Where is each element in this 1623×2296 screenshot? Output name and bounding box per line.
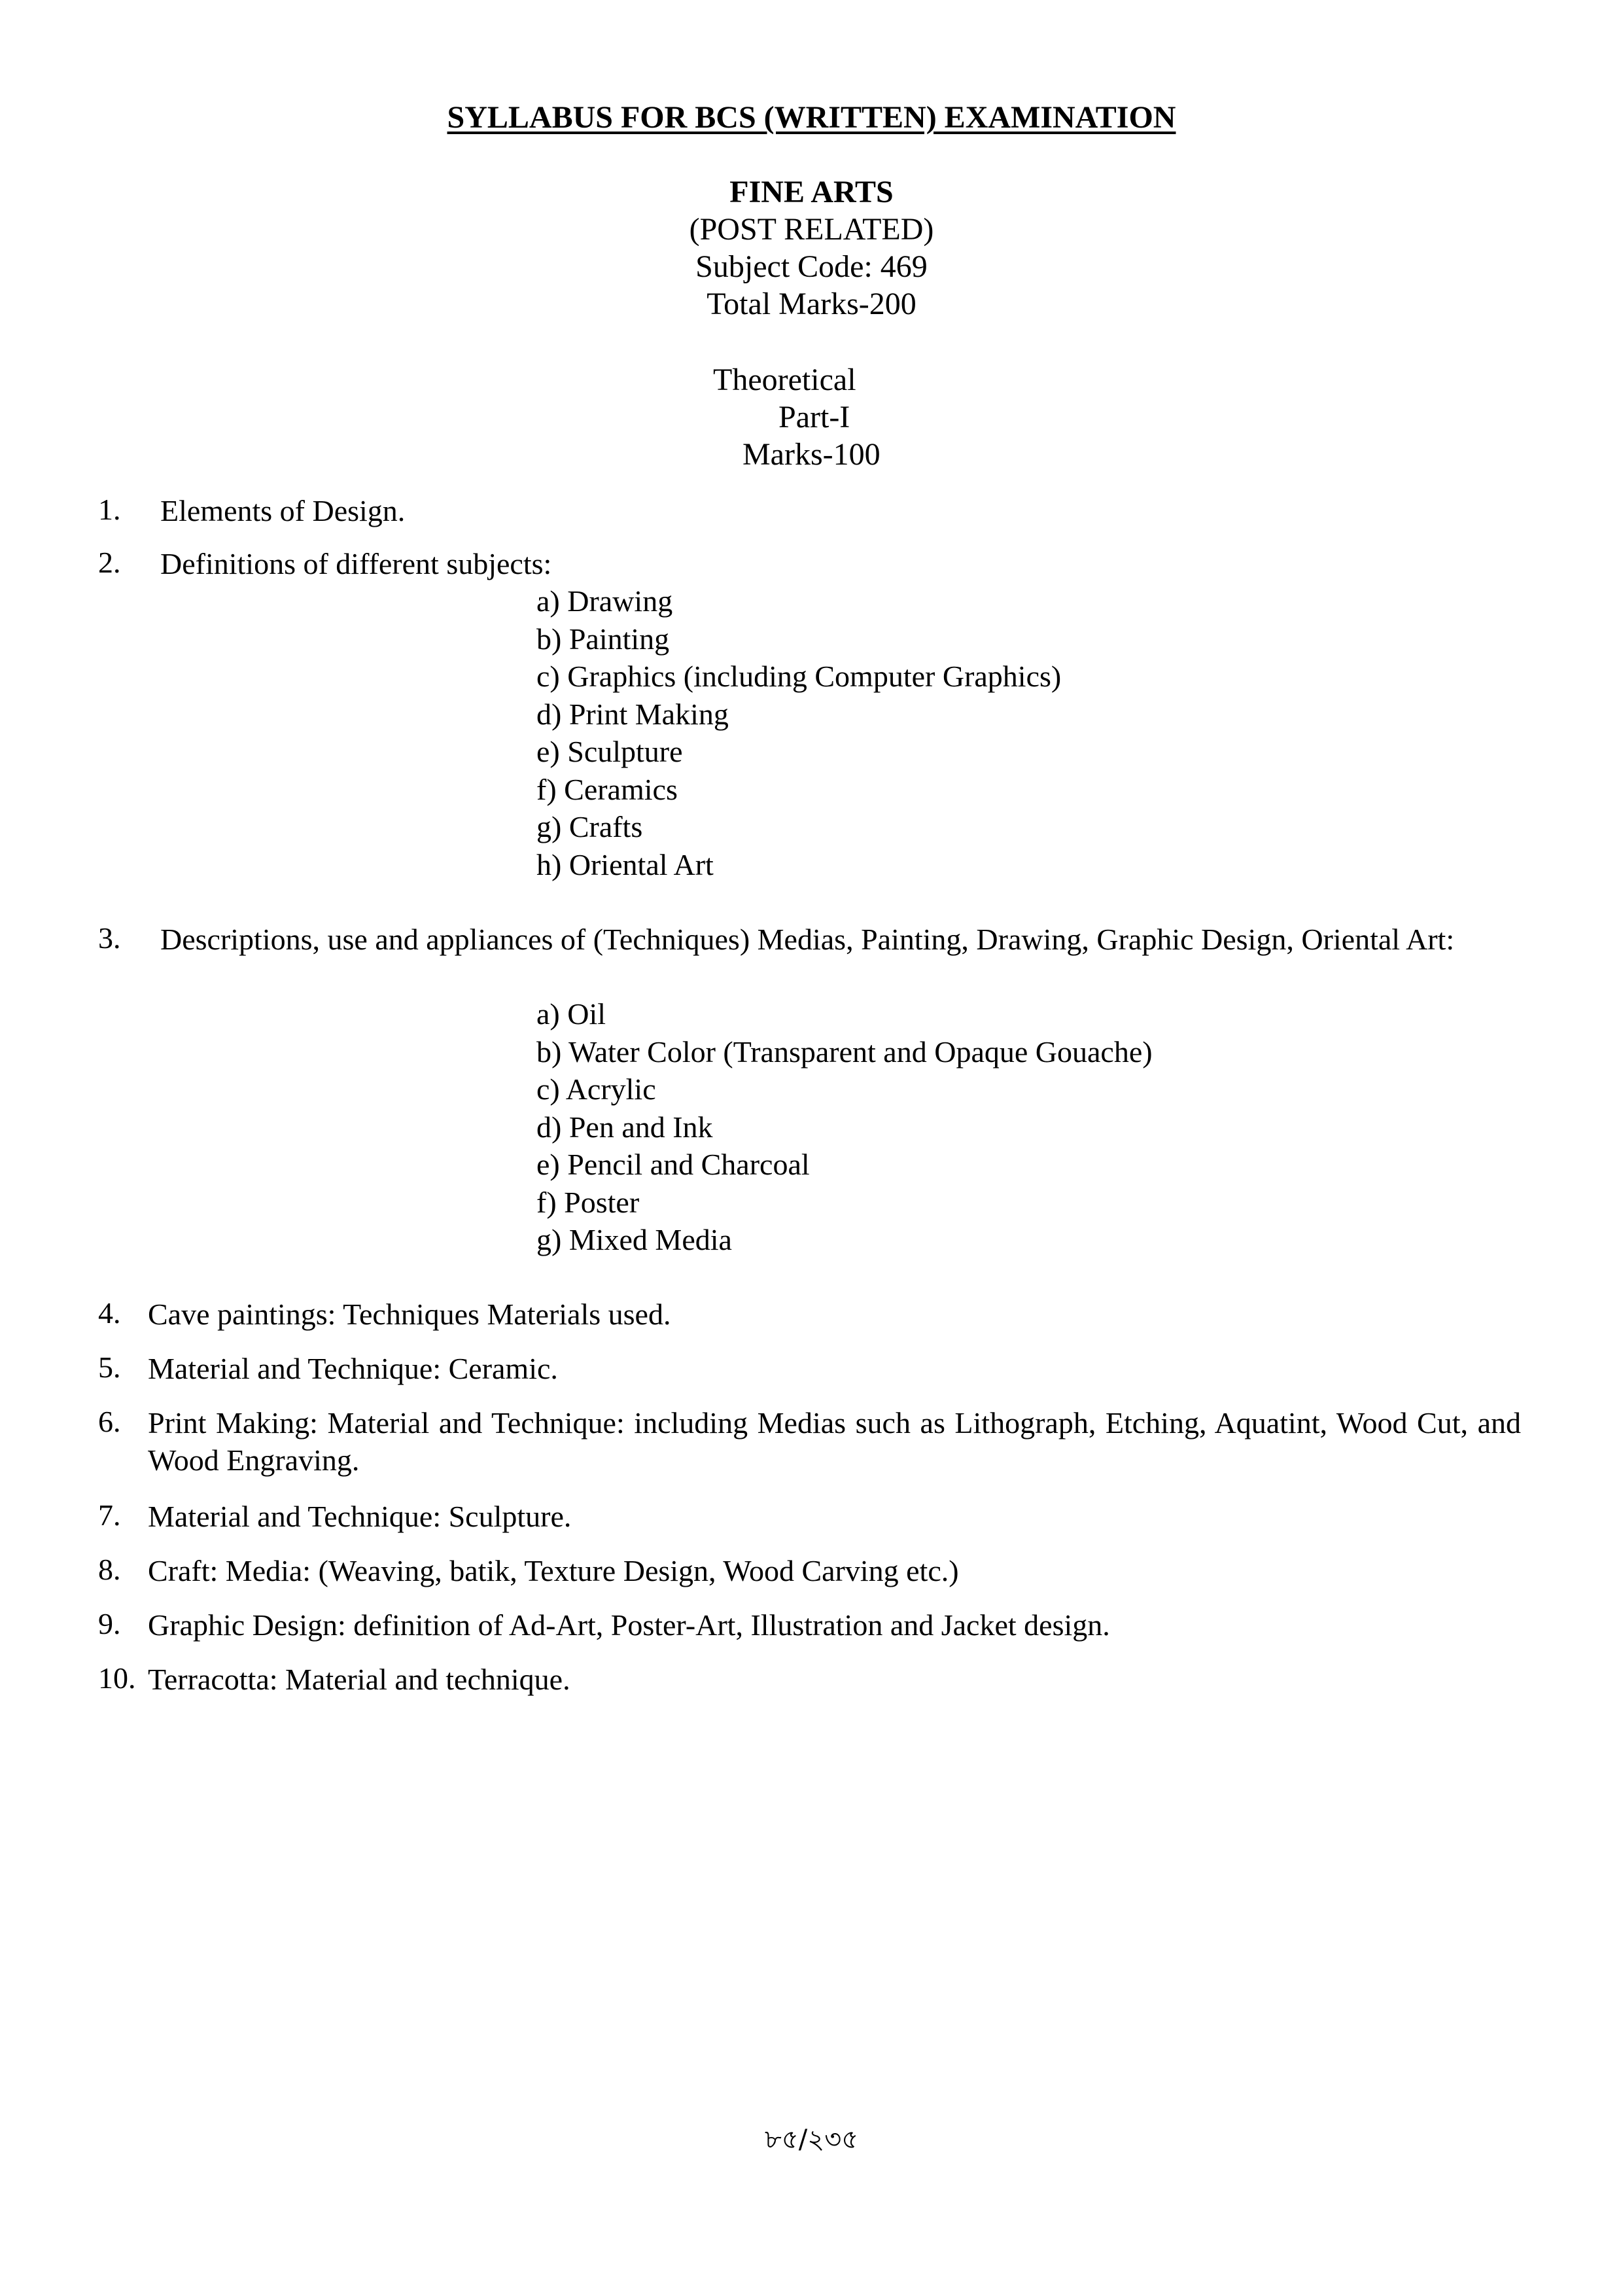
item-number: 3. — [98, 921, 121, 955]
document-title: SYLLABUS FOR BCS (WRITTEN) EXAMINATION — [447, 100, 1176, 135]
item-number: 4. — [98, 1296, 121, 1330]
section-marks: Marks-100 — [742, 437, 881, 472]
subitem: e) Sculpture — [536, 735, 683, 768]
item-text: Elements of Design. — [160, 494, 406, 527]
item-text: Definitions of different subjects: — [160, 547, 552, 580]
item-number: 9. — [98, 1607, 121, 1640]
subitem: c) Graphics (including Computer Graphics) — [536, 660, 1062, 693]
section-part: Part-I — [778, 400, 850, 434]
item-number: 8. — [98, 1553, 121, 1586]
subitem: d) Pen and Ink — [536, 1110, 713, 1144]
item-text: Descriptions, use and appliances of (Techniques) Medias, Painting, Drawing, Graphic Design, Oriental Art: — [160, 923, 1455, 956]
item-text: Graphic Design: definition of Ad-Art, Poster-Art, Illustration and Jacket design. — [148, 1608, 1110, 1642]
item-text: Material and Technique: Sculpture. — [148, 1500, 572, 1533]
subject-name: FINE ARTS — [729, 175, 894, 209]
subitem: c) Acrylic — [536, 1072, 656, 1106]
item-number: 7. — [98, 1498, 121, 1532]
item-text: Print Making: Material and Technique: including Medias such as Lithograph, Etching, Aquatint, Wood Cut, and Wood Engraving. — [148, 1406, 1521, 1477]
item-text: Material and Technique: Ceramic. — [148, 1352, 558, 1385]
item-number: 10. — [98, 1661, 136, 1695]
subitem-list — [536, 995, 1153, 1259]
subitem: a) Oil — [536, 997, 606, 1031]
subitem-list — [536, 582, 1061, 883]
subitem: b) Painting — [536, 622, 670, 656]
subject-code: Subject Code: 469 — [695, 249, 928, 284]
item-text: Craft: Media: (Weaving, batik, Texture Design, Wood Carving etc.) — [148, 1554, 959, 1587]
subitem: f) Poster — [536, 1185, 640, 1219]
item-text: Cave paintings: Techniques Materials used. — [148, 1298, 671, 1331]
subitem: d) Print Making — [536, 697, 729, 731]
subitem: b) Water Color (Transparent and Opaque Gouache) — [536, 1034, 1153, 1069]
post-related-label: (POST RELATED) — [689, 212, 934, 247]
page-number: ৮৫/২৩৫ — [764, 2125, 859, 2155]
section-type: Theoretical — [713, 362, 856, 397]
item-number: 5. — [98, 1351, 121, 1384]
subitem: g) Crafts — [536, 810, 643, 843]
item-number: 2. — [98, 546, 121, 579]
total-marks: Total Marks-200 — [707, 287, 916, 321]
subitem: a) Drawing — [536, 584, 673, 618]
item-text: Terracotta: Material and technique. — [148, 1663, 570, 1696]
subitem: f) Ceramics — [536, 772, 678, 806]
subitem: e) Pencil and Charcoal — [536, 1148, 810, 1181]
item-number: 6. — [98, 1405, 121, 1438]
subitem: h) Oriental Art — [536, 847, 714, 881]
item-number: 1. — [98, 493, 121, 526]
subitem: g) Mixed Media — [536, 1223, 732, 1256]
